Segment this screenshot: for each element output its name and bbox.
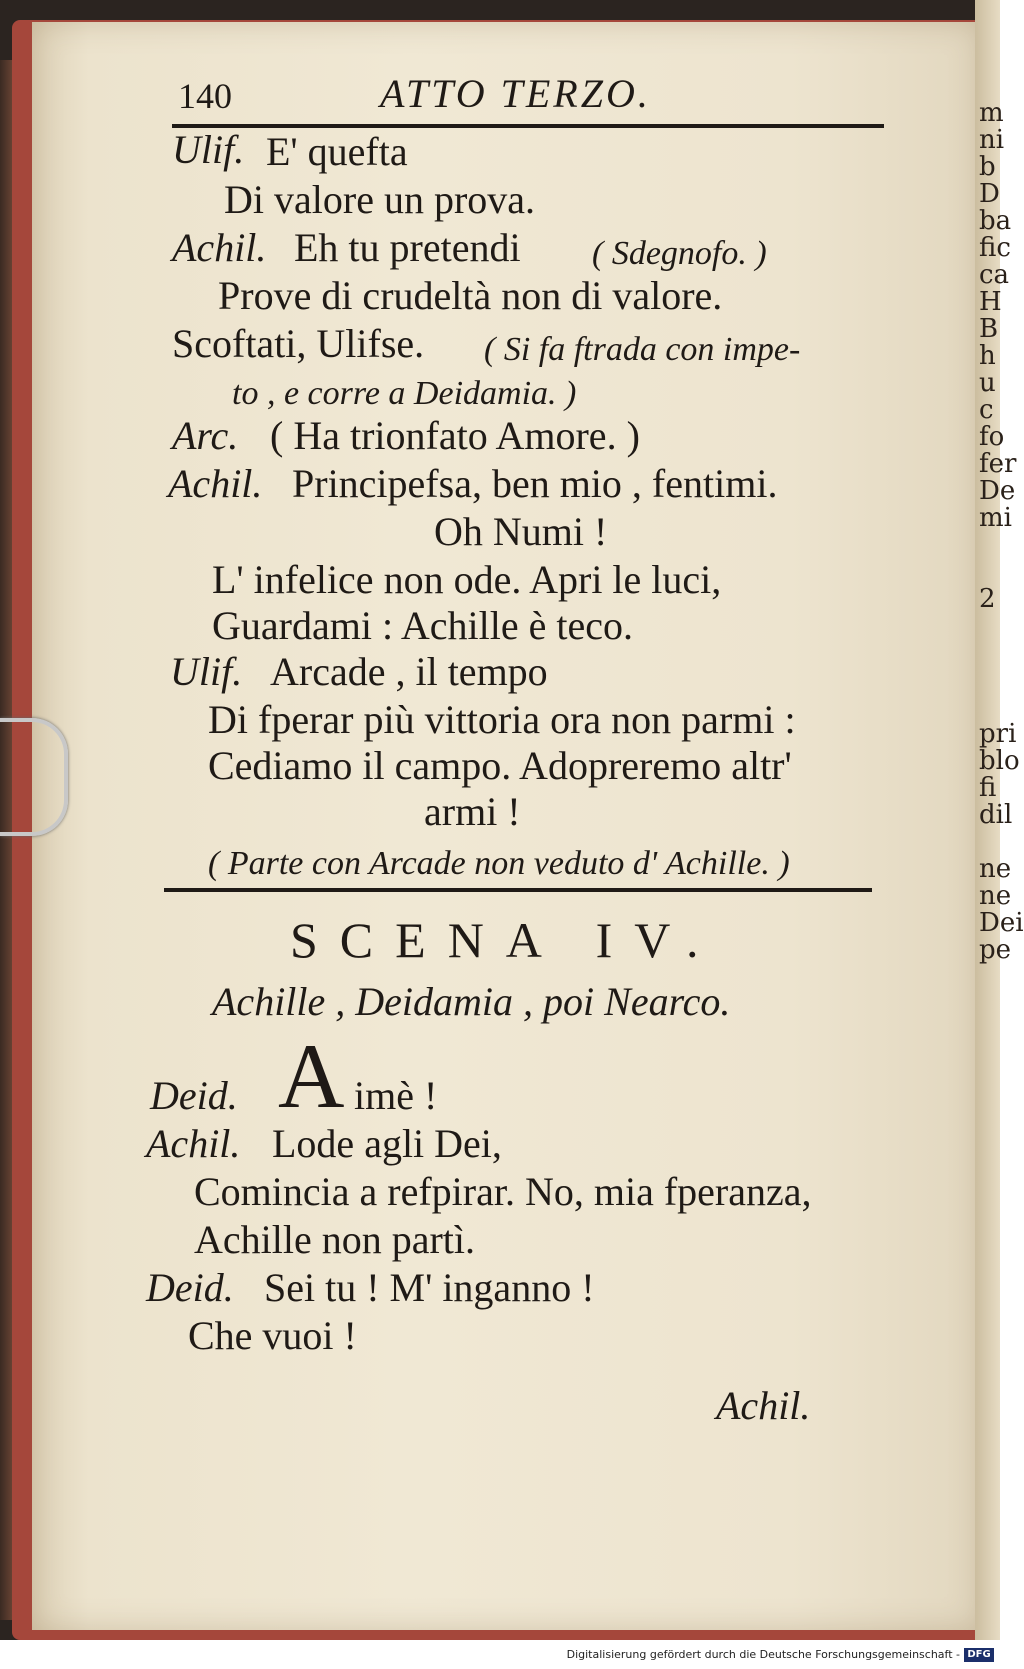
facing-page-fragment: ca bbox=[979, 260, 1010, 290]
speaker-ulisse: Ulif. bbox=[170, 649, 243, 694]
catchword: Achil. bbox=[716, 1383, 811, 1428]
speaker-deidamia: Deid. bbox=[146, 1265, 234, 1310]
facing-page-fragment: B bbox=[979, 314, 999, 344]
speaker-deidamia: Deid. bbox=[150, 1073, 238, 1118]
facing-page-fragment: dil bbox=[979, 800, 1013, 830]
page-number: 140 bbox=[178, 76, 232, 116]
stage-direction: to , e corre a Deidamia. ) bbox=[232, 375, 577, 412]
facing-page-fragment: ni bbox=[979, 125, 1005, 155]
verse-line: Che vuoi ! bbox=[188, 1313, 357, 1358]
facing-page-fragment: Dei bbox=[979, 908, 1024, 938]
verse-line: Di valore un prova. bbox=[224, 177, 536, 222]
facing-page-fragment bbox=[979, 667, 999, 694]
facing-page-fragment: c bbox=[979, 395, 994, 425]
facing-page-fragment: D bbox=[979, 179, 1000, 209]
facing-page-fragment bbox=[979, 532, 999, 559]
facing-page-fragment: fi bbox=[979, 773, 997, 803]
verse-line: Arcade , il tempo bbox=[270, 649, 548, 694]
facing-page-fragment: fo bbox=[979, 422, 1005, 452]
scene-characters: Achille , Deidamia , poi Nearco. bbox=[212, 979, 731, 1024]
verse-line: Eh tu pretendi bbox=[294, 225, 521, 270]
facing-page-fragment: pe bbox=[979, 935, 1012, 965]
footer-credit: Digitalisierung gefördert durch die Deutsche Forschungsgemeinschaft - bbox=[566, 1648, 960, 1661]
facing-page-fragment bbox=[979, 613, 999, 640]
facing-page-fragment: pri bbox=[979, 719, 1017, 749]
facing-page-fragment: h bbox=[979, 341, 996, 371]
facing-page-fragment: fic bbox=[979, 233, 1011, 263]
stage-direction: ( Sdegnofo. ) bbox=[592, 235, 767, 272]
verse-line: L' infelice non ode. Apri le luci, bbox=[212, 557, 722, 602]
facing-page-fragment: mi bbox=[979, 503, 1012, 533]
verse-line: Comincia a refpirar. No, mia fperanza, bbox=[194, 1169, 812, 1214]
facing-page-fragments bbox=[979, 98, 1024, 965]
facing-page-fragment bbox=[979, 694, 999, 721]
scene-title: SCENA IV. bbox=[290, 912, 721, 968]
drop-capital: A bbox=[278, 1025, 345, 1127]
facing-page-fragment: ne bbox=[979, 854, 1012, 884]
facing-page-fragment: 2 bbox=[979, 584, 996, 614]
footer-bar bbox=[0, 1640, 1000, 1669]
verse-line: imè ! bbox=[354, 1073, 438, 1118]
stage-direction: ( Si fa ftrada con impe- bbox=[484, 331, 801, 368]
running-title: ATTO TERZO. bbox=[380, 71, 651, 116]
page-clip bbox=[0, 718, 68, 836]
verse-line: Oh Numi ! bbox=[434, 509, 608, 554]
verse-line: Scoftati, Ulifse. bbox=[172, 321, 425, 366]
stage-direction: ( Parte con Arcade non veduto d' Achille. ) bbox=[208, 845, 790, 882]
verse-line: Principefsa, ben mio , fentimi. bbox=[292, 461, 778, 506]
verse-line: Cediamo il campo. Adopreremo altr' bbox=[208, 743, 792, 788]
verse-line: ( Ha trionfato Amore. ) bbox=[270, 413, 640, 458]
facing-page-fragment: ne bbox=[979, 881, 1012, 911]
verse-line: armi ! bbox=[424, 789, 521, 834]
facing-page-fragment: fer bbox=[979, 449, 1017, 479]
speaker-achille: Achil. bbox=[168, 461, 263, 506]
facing-page-fragment bbox=[979, 559, 999, 586]
facing-page-fragment bbox=[979, 640, 999, 667]
verse-line: Prove di crudeltà non di valore. bbox=[218, 273, 723, 318]
facing-page-fragment: m bbox=[979, 98, 1004, 128]
verse-line: Achille non partì. bbox=[194, 1217, 476, 1262]
scene-divider-rule bbox=[164, 888, 872, 892]
verse-line: Lode agli Dei, bbox=[272, 1121, 502, 1166]
speaker-ulisse: Ulif. bbox=[172, 127, 245, 172]
facing-page-fragment: u bbox=[979, 368, 996, 398]
verse-line: Di fperar più vittoria ora non parmi : bbox=[208, 697, 796, 742]
facing-page-fragment: De bbox=[979, 476, 1016, 506]
facing-page-fragment: H bbox=[979, 287, 1002, 317]
facing-page-edge bbox=[975, 0, 1024, 1640]
facing-page-fragment: ba bbox=[979, 206, 1012, 236]
dfg-logo: DFG bbox=[964, 1648, 994, 1662]
facing-page-fragment bbox=[979, 829, 999, 856]
verse-line: E' quefta bbox=[266, 129, 408, 174]
verse-line: Sei tu ! M' inganno ! bbox=[264, 1265, 595, 1310]
speaker-achille: Achil. bbox=[146, 1121, 241, 1166]
speaker-arcade: Arc. bbox=[172, 413, 239, 458]
speaker-achille: Achil. bbox=[172, 225, 267, 270]
verse-line: Guardami : Achille è teco. bbox=[212, 603, 633, 648]
page bbox=[32, 22, 980, 1630]
facing-page-fragment: b bbox=[979, 152, 996, 182]
facing-page-fragment: blo bbox=[979, 746, 1020, 776]
header-rule bbox=[172, 124, 884, 128]
